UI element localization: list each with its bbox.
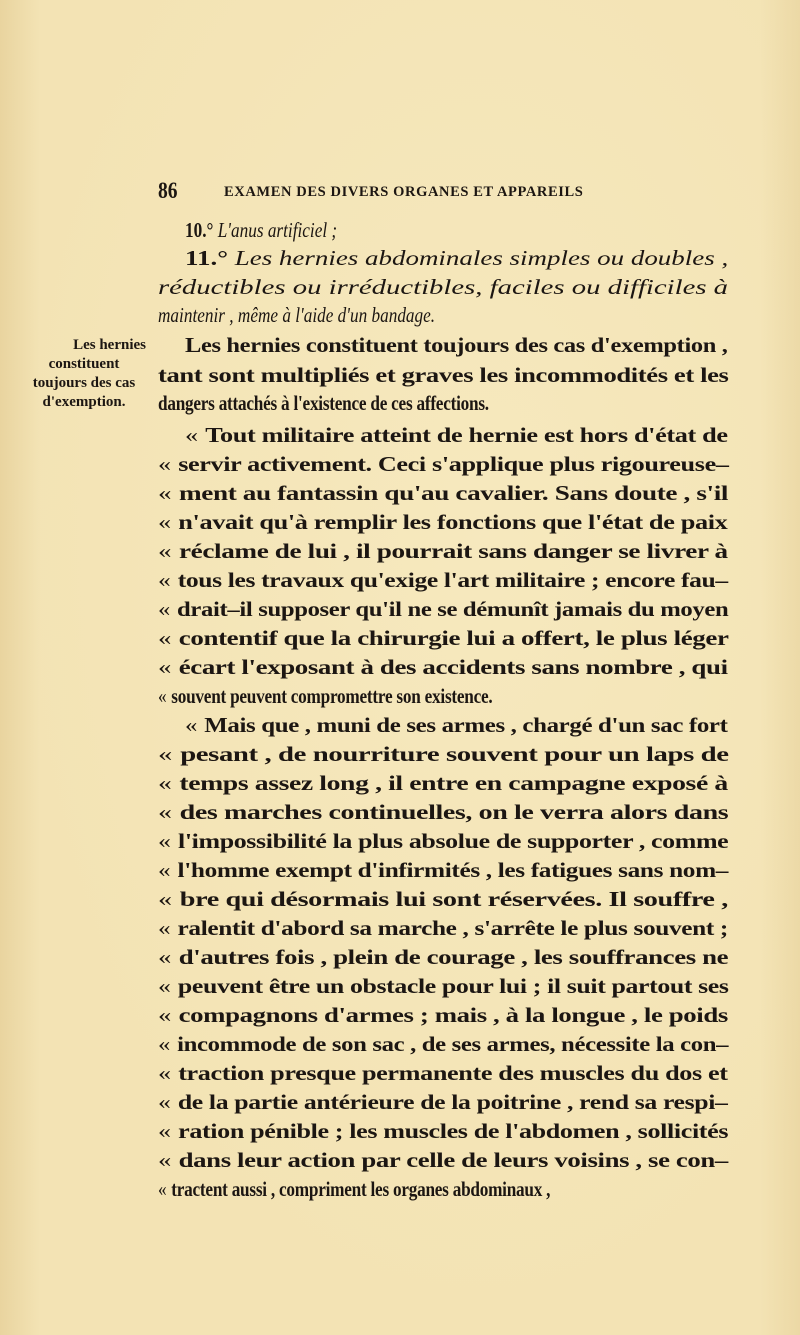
quote-mark: « <box>185 713 198 737</box>
quote-line: « l'impossibilité la plus absolue de supporter , comme <box>158 829 729 853</box>
quote-mark: « <box>158 1090 171 1114</box>
quote-line: « d'autres fois , plein de courage , les souffrances ne <box>158 945 729 969</box>
quote-line: « ration pénible ; les muscles de l'abdomen , sollicités <box>158 1119 729 1143</box>
quote-mark: « <box>158 800 172 824</box>
quote-line: « n'avait qu'à remplir les fonctions que l'état de paix <box>158 510 728 534</box>
quote-mark: « <box>158 626 172 650</box>
quote-mark: « <box>158 742 172 766</box>
quote-mark: « <box>158 1003 172 1027</box>
quote-line: « bre qui désormais lui sont réservées. Il souffre , <box>158 887 728 911</box>
quote-line: « ralentit d'abord sa marche , s'arrête le plus souvent ; <box>158 916 728 940</box>
quote-line: « pesant , de nourriture souvent pour un laps de <box>158 742 729 766</box>
list-item-11-line-2: réductibles ou irréductibles, faciles ou difficiles à <box>158 275 729 299</box>
quote-line: « l'homme exempt d'infirmités , les fatigues sans nom– <box>158 858 729 882</box>
paragraph-line: Les hernies constituent toujours des cas d'exemption , <box>185 333 728 357</box>
quote-mark: « <box>158 887 172 911</box>
quote-mark: « <box>158 1032 171 1056</box>
quote-mark: « <box>185 423 198 447</box>
quote-line: « réclame de lui , il pourrait sans danger se livrer à <box>158 539 728 563</box>
quote-mark: « <box>158 1177 167 1201</box>
list-number: 11.° <box>185 246 229 270</box>
margin-note-line: d'exemption. <box>42 394 126 410</box>
quote-line: « temps assez long , il entre en campagne exposé à <box>158 771 728 795</box>
quote-line: « de la partie antérieure de la poitrine , rend sa respi– <box>158 1090 728 1114</box>
list-item-11-line-3: maintenir , même à l'aide d'un bandage. <box>158 303 436 327</box>
quote-mark: « <box>158 597 170 621</box>
quote-line: « Mais que , muni de ses armes , chargé d'un sac fort <box>185 713 728 737</box>
list-text: L'anus artificiel ; <box>217 218 338 242</box>
quote-line: « tractent aussi , compriment les organes abdominaux , <box>158 1177 551 1201</box>
quote-line: « contentif que la chirurgie lui a offert, le plus léger <box>158 626 729 650</box>
quote-line: « tous les travaux qu'exige l'art militaire ; encore fau– <box>158 568 728 592</box>
quote-mark: « <box>158 945 172 969</box>
running-head <box>158 178 738 206</box>
quote-line: « Tout militaire atteint de hernie est hors d'état de <box>185 423 728 447</box>
quote-mark: « <box>158 974 171 998</box>
quote-mark: « <box>158 829 171 853</box>
quote-line: « souvent peuvent compromettre son existence. <box>158 684 493 708</box>
quote-line: « peuvent être un obstacle pour lui ; il suit partout ses <box>158 974 729 998</box>
quote-line: « dans leur action par celle de leurs voisins , se con– <box>158 1148 728 1172</box>
quote-line: « traction presque permanente des muscles du dos et <box>158 1061 728 1085</box>
list-item-11 <box>185 244 728 272</box>
quote-mark: « <box>158 858 171 882</box>
quote-mark: « <box>158 684 167 708</box>
quote-line: « drait–il supposer qu'il ne se démunît jamais du moyen <box>158 597 729 621</box>
quote-mark: « <box>158 1148 172 1172</box>
quote-mark: « <box>158 510 171 534</box>
margin-note-line: constituent <box>48 356 120 372</box>
paragraph-line: tant sont multipliés et graves les incommodités et les <box>158 363 729 387</box>
quote-mark: « <box>158 568 171 592</box>
quote-line: « écart l'exposant à des accidents sans nombre , qui <box>158 655 728 679</box>
page-number: 86 <box>158 178 178 203</box>
quote-mark: « <box>158 539 172 563</box>
list-text: Les hernies abdominales simples ou doubles , <box>234 246 729 270</box>
running-head-title: EXAMEN DES DIVERS ORGANES ET APPAREILS <box>224 184 584 200</box>
margin-note <box>14 336 154 412</box>
quote-mark: « <box>158 771 172 795</box>
quote-line: « ment au fantassin qu'au cavalier. Sans doute , s'il <box>158 481 729 505</box>
quote-mark: « <box>158 655 172 679</box>
quote-line: « incommode de son sac , de ses armes, nécessite la con– <box>158 1032 729 1056</box>
quote-mark: « <box>158 1119 171 1143</box>
quote-mark: « <box>158 916 171 940</box>
margin-note-line: Les hernies <box>73 337 146 353</box>
quote-line: « compagnons d'armes ; mais , à la longue , le poids <box>158 1003 728 1027</box>
quote-line: « des marches continuelles, on le verra alors dans <box>158 800 729 824</box>
paragraph-line: dangers attachés à l'existence de ces affections. <box>158 391 489 415</box>
margin-note-line: toujours des cas <box>32 375 136 391</box>
list-number: 10.° <box>185 218 214 242</box>
quote-mark: « <box>158 1061 171 1085</box>
quote-mark: « <box>158 481 172 505</box>
quote-line: « servir activement. Ceci s'applique plus rigoureuse– <box>158 452 729 476</box>
quote-mark: « <box>158 452 171 476</box>
list-item-10 <box>185 216 728 244</box>
